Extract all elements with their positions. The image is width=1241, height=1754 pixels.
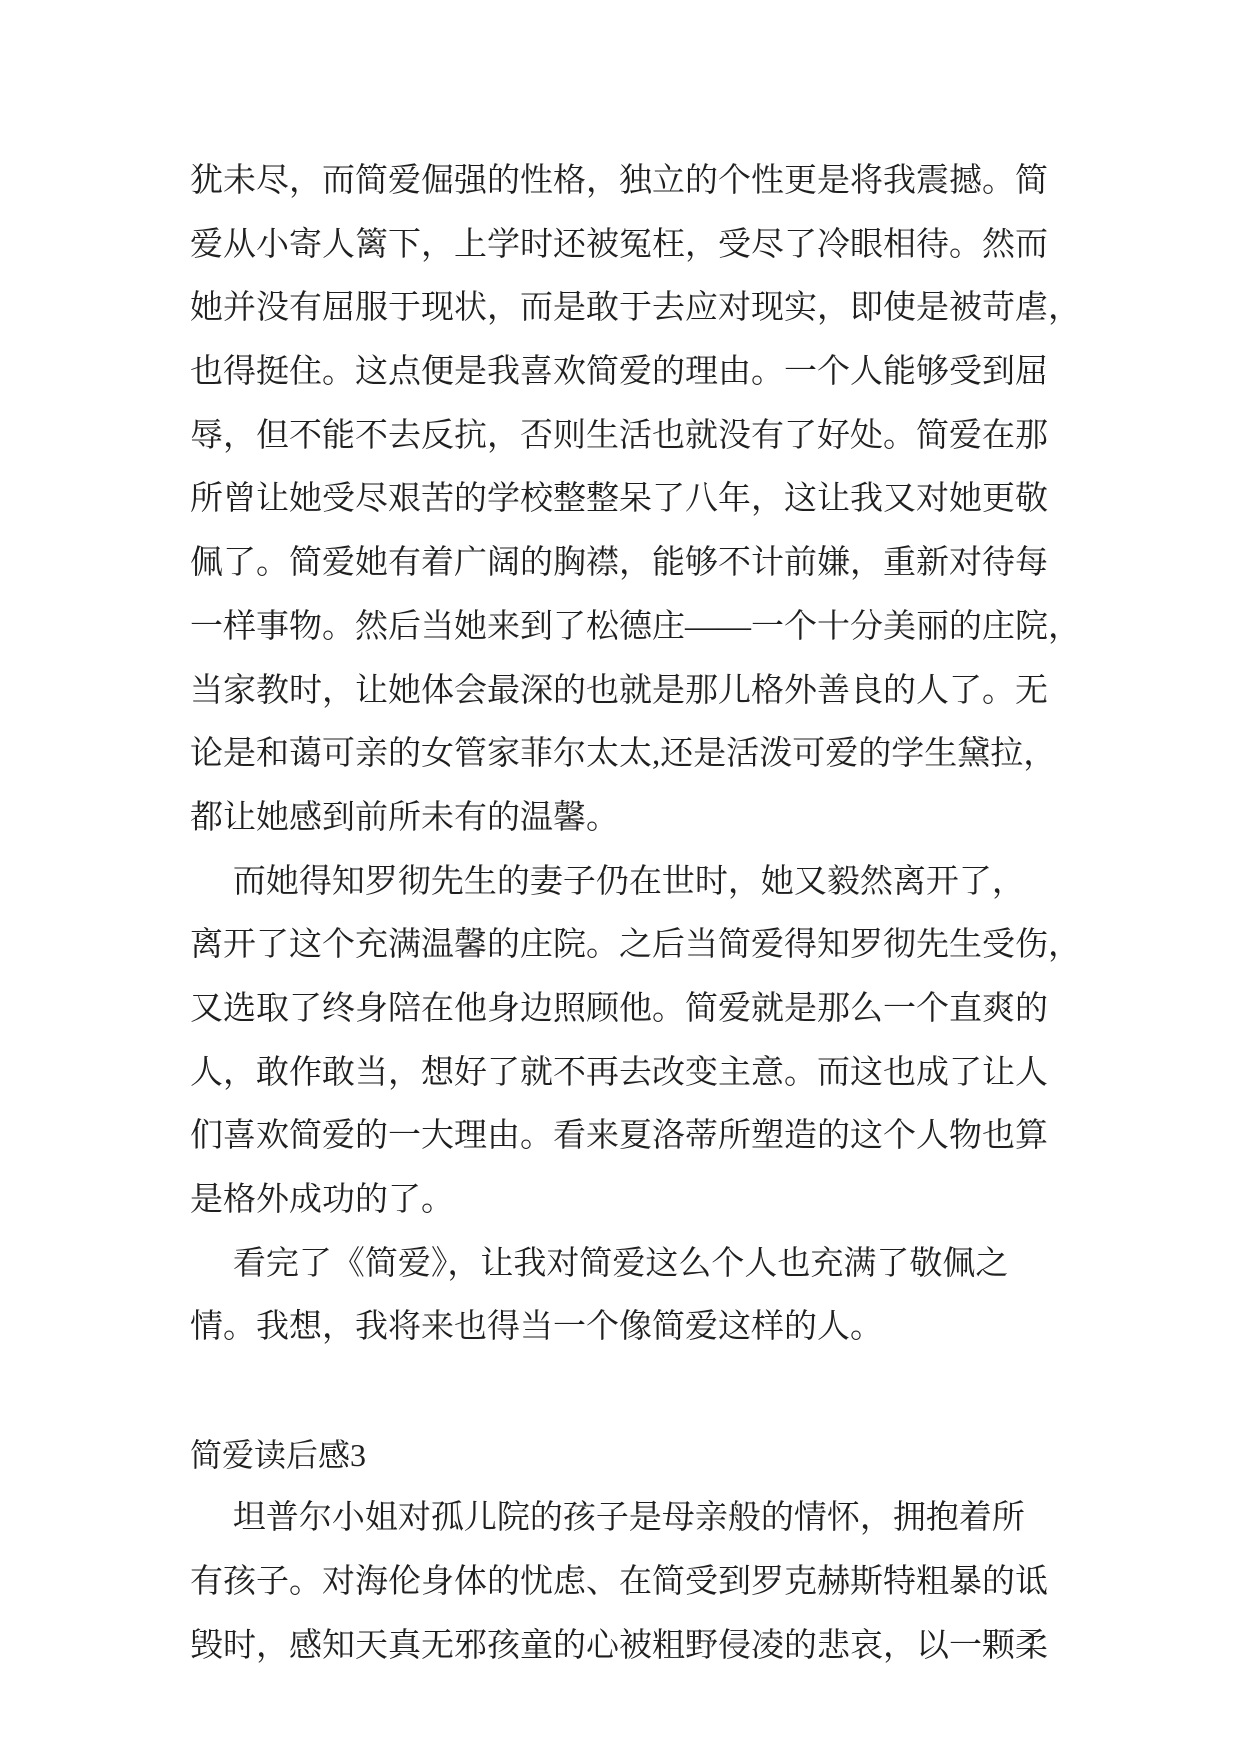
text-line: 而她得知罗彻先生的妻子仍在世时，她又毅然离开了， [232,863,1025,900]
paragraph-3 [190,1233,1070,1360]
text-line: 人，敢作敢当，想好了就不再去改变主意。而这也成了让人 [190,1054,1048,1091]
text-line: 佩了。简爱她有着广阔的胸襟，能够不计前嫌，重新对待每 [190,545,1048,582]
text-line: 离开了这个充满温馨的庄院。之后当简爱得知罗彻先生受伤， [190,927,1081,964]
section-heading: 简爱读后感3 [190,1436,367,1473]
text-line: 论是和蔼可亲的女管家菲尔太太,还是活泼可爱的学生黛拉， [190,736,1057,773]
text-line: 毁时，感知天真无邪孩童的心被粗野侵凌的悲哀，以一颗柔 [190,1627,1048,1664]
text-line: 又选取了终身陪在他身边照顾他。简爱就是那么一个直爽的 [190,990,1048,1027]
text-line: 有孩子。对海伦身体的忧虑、在简受到罗克赫斯特粗暴的诋 [190,1564,1048,1601]
text-line: 当家教时，让她体会最深的也就是那儿格外善良的人了。无 [190,672,1048,709]
text-line: 一样事物。然后当她来到了松德庄——一个十分美丽的庄院， [190,608,1081,645]
text-line: 犹未尽，而简爱倔强的性格，独立的个性更是将我震撼。简 [190,163,1048,199]
document-body [190,150,1081,1679]
text-line: 情。我想，我将来也得当一个像简爱这样的人。 [190,1309,883,1346]
text-line: 她并没有屈服于现状，而是敢于去应对现实，即使是被苛虐， [190,290,1081,327]
paragraph-4 [190,1487,1070,1678]
text-line: 是格外成功的了。 [190,1182,454,1218]
text-line: 们喜欢简爱的一大理由。看来夏洛蒂所塑造的这个人物也算 [190,1118,1048,1155]
text-line: 也得挺住。这点便是我喜欢简爱的理由。一个人能够受到屈 [190,354,1048,391]
text-line: 都让她感到前所未有的温馨。 [190,799,619,836]
blank-line [190,1360,1070,1424]
text-line: 坦普尔小姐对孤儿院的孩子是母亲般的情怀，拥抱着所 [232,1500,1025,1537]
text-line: 所曾让她受尽艰苦的学校整整呆了八年，这让我又对她更敬 [190,481,1048,518]
text-line: 看完了《简爱》，让我对简爱这么个人也充满了敬佩之 [232,1245,1009,1282]
paragraph-1 [190,150,1081,851]
paragraph-2 [190,851,1081,1233]
text-line: 辱，但不能不去反抗，否则生活也就没有了好处。简爱在那 [190,417,1048,454]
text-line: 爱从小寄人篱下，上学时还被冤枉，受尽了冷眼相待。然而 [190,226,1048,263]
